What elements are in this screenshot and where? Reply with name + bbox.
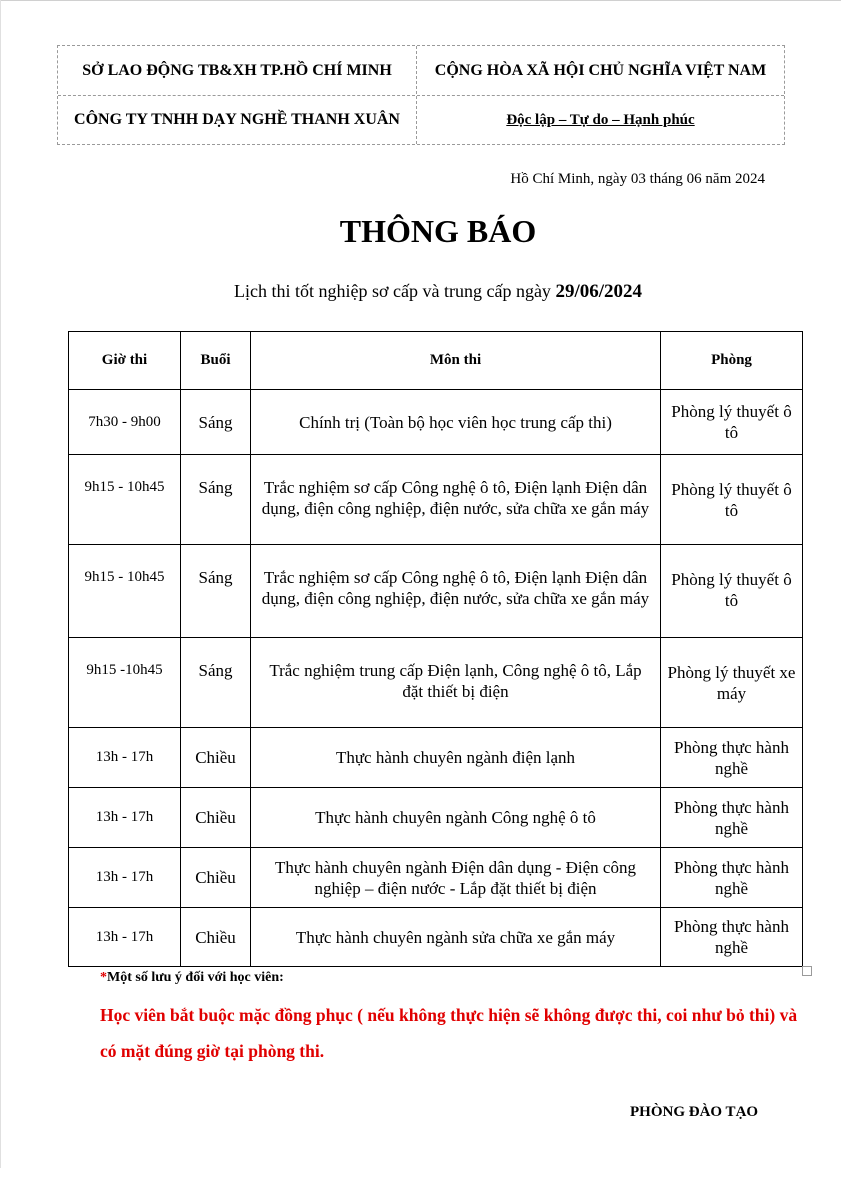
cell-subject: Thực hành chuyên ngành điện lạnh — [251, 728, 661, 788]
document-title: THÔNG BÁO — [339, 213, 537, 249]
cell-subject: Trắc nghiệm sơ cấp Công nghệ ô tô, Điện lạnh Điện dân dụng, điện công nghiệp, điện nước, sửa chữa xe gắn máy — [251, 545, 661, 638]
cell-time: 13h - 17h — [69, 848, 181, 908]
cell-time: 13h - 17h — [69, 788, 181, 848]
cell-subject: Trắc nghiệm sơ cấp Công nghệ ô tô, Điện lạnh Điện dân dụng, điện công nghiệp, điện nước, sửa chữa xe gắn máy — [251, 455, 661, 545]
table-row — [69, 728, 803, 788]
header-motto — [417, 96, 784, 144]
cell-session: Sáng — [181, 390, 251, 455]
cell-session: Chiều — [181, 848, 251, 908]
table-row — [69, 638, 803, 728]
header-agency: SỞ LAO ĐỘNG TB&XH TP.HỒ CHÍ MINH — [82, 61, 392, 79]
col-header-room: Phòng — [661, 332, 803, 390]
cell-session: Sáng — [181, 455, 251, 545]
cell-time: 13h - 17h — [69, 728, 181, 788]
page-edge-top — [0, 0, 841, 1]
table-row — [69, 390, 803, 455]
table-header-row — [69, 332, 803, 390]
cell-room: Phòng thực hành nghề — [661, 908, 803, 967]
note-heading-text: Một số lưu ý đối với học viên: — [107, 970, 284, 985]
document-header — [57, 45, 785, 145]
cell-session: Sáng — [181, 638, 251, 728]
table-row — [69, 908, 803, 967]
signature-department: PHÒNG ĐÀO TẠO — [630, 1104, 759, 1120]
cell-session: Sáng — [181, 545, 251, 638]
date-line: Hồ Chí Minh, ngày 03 tháng 06 năm 2024 — [510, 171, 765, 187]
header-company: CÔNG TY TNHH DẠY NGHỀ THANH XUÂN — [74, 111, 400, 128]
cell-session: Chiều — [181, 788, 251, 848]
cell-subject: Chính trị (Toàn bộ học viên học trung cấp thi) — [251, 390, 661, 455]
cell-time: 9h15 - 10h45 — [69, 545, 181, 638]
subtitle-text: Lịch thi tốt nghiệp sơ cấp và trung cấp ngày — [234, 281, 556, 301]
cell-room: Phòng lý thuyết ô tô — [661, 390, 803, 455]
cell-subject: Thực hành chuyên ngành Công nghệ ô tô — [251, 788, 661, 848]
cell-room: Phòng thực hành nghề — [661, 788, 803, 848]
document-subtitle — [0, 281, 841, 303]
note-body: Học viên bắt buộc mặc đồng phục ( nếu không thực hiện sẽ không được thi, coi như bỏ thi) và có mặt đúng giờ tại phòng thi. — [100, 1005, 798, 1061]
cell-time: 13h - 17h — [69, 908, 181, 967]
col-header-subject: Môn thi — [251, 332, 661, 390]
note-star: * — [100, 970, 107, 985]
cell-time: 9h15 -10h45 — [69, 638, 181, 728]
cell-subject: Thực hành chuyên ngành sửa chữa xe gắn máy — [251, 908, 661, 967]
cell-time: 7h30 - 9h00 — [69, 390, 181, 455]
col-header-session: Buổi — [181, 332, 251, 390]
page-edge-left — [0, 0, 1, 1168]
cell-time: 9h15 - 10h45 — [69, 455, 181, 545]
cell-room: Phòng lý thuyết ô tô — [661, 455, 803, 545]
subtitle-date: 29/06/2024 — [555, 281, 642, 302]
table-row — [69, 848, 803, 908]
table-row — [69, 788, 803, 848]
cell-subject: Trắc nghiệm trung cấp Điện lạnh, Công nghệ ô tô, Lắp đặt thiết bị điện — [251, 638, 661, 728]
cell-session: Chiều — [181, 728, 251, 788]
cell-room: Phòng lý thuyết ô tô — [661, 545, 803, 638]
cell-session: Chiều — [181, 908, 251, 967]
table-resize-handle[interactable] — [802, 966, 812, 976]
header-country: CỘNG HÒA XÃ HỘI CHỦ NGHĨA VIỆT NAM — [434, 61, 767, 79]
note-heading — [100, 970, 284, 986]
exam-schedule-table — [68, 331, 803, 967]
motto-text: Độc lập – Tự do – Hạnh phúc — [506, 111, 695, 128]
cell-room: Phòng thực hành nghề — [661, 848, 803, 908]
table-row — [69, 455, 803, 545]
table-row — [69, 545, 803, 638]
col-header-time: Giờ thi — [69, 332, 181, 390]
cell-room: Phòng lý thuyết xe máy — [661, 638, 803, 728]
cell-room: Phòng thực hành nghề — [661, 728, 803, 788]
cell-subject: Thực hành chuyên ngành Điện dân dụng - Điện công nghiệp – điện nước - Lắp đặt thiết bị điện — [251, 848, 661, 908]
